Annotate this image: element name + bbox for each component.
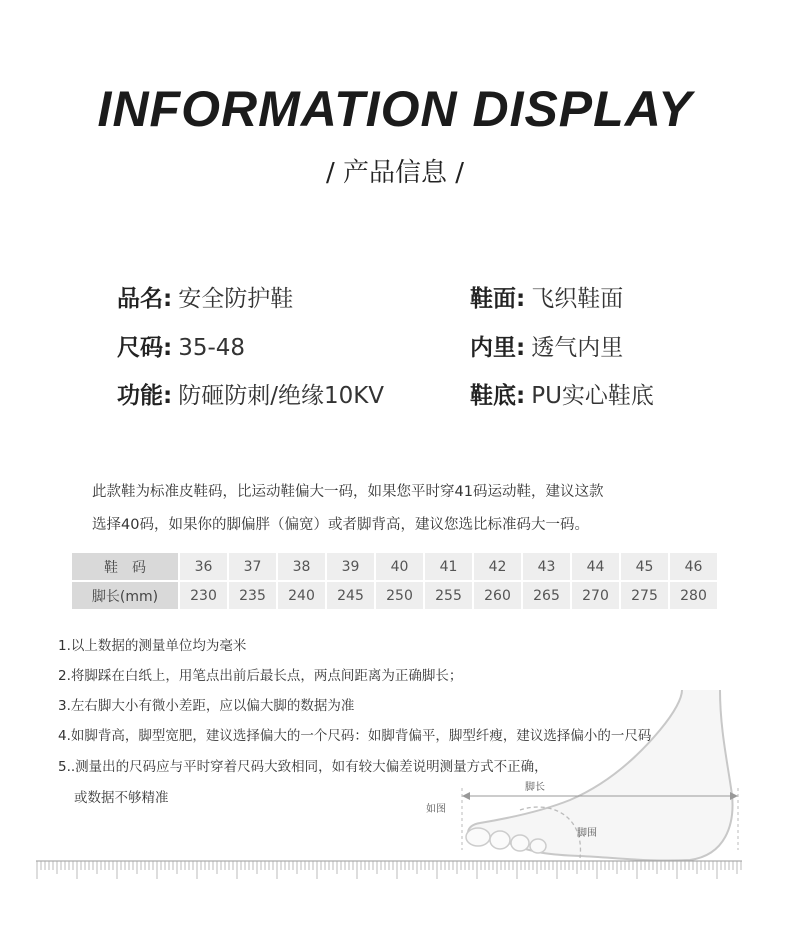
length-cell: 230 <box>179 581 228 610</box>
spec-sole <box>470 377 654 410</box>
spec-lining <box>470 329 623 362</box>
page-subtitle: / 产品信息 / <box>325 158 465 188</box>
instruction-line: 4.如脚背高，脚型宽肥，建议选择偏大的一个尺码：如脚背偏平，脚型纤瘦，建议选择偏小的一尺码 <box>58 728 652 744</box>
spec-value: 防砸防刺/绝缘10KV <box>178 383 385 409</box>
size-note-line: 选择40码，如果你的脚偏胖（偏宽）或者脚背高，建议您选比标准码大一码。 <box>92 517 589 533</box>
spec-key: 尺码: <box>117 335 173 361</box>
toe <box>530 839 546 853</box>
size-row-label: 鞋 码 <box>72 553 179 581</box>
length-cell: 280 <box>669 581 718 610</box>
spec-value: PU实心鞋底 <box>531 383 654 409</box>
size-cell: 38 <box>277 553 326 581</box>
instruction-line: 1.以上数据的测量单位均为毫米 <box>58 638 247 654</box>
toe <box>490 831 510 849</box>
length-cell: 260 <box>473 581 522 610</box>
spec-key: 功能: <box>117 383 173 409</box>
page-title: INFORMATION DISPLAY <box>97 81 693 137</box>
instruction-line: 2.将脚踩在白纸上，用笔点出前后最长点，两点间距离为正确脚长； <box>58 668 463 684</box>
size-cell: 44 <box>571 553 620 581</box>
size-cell: 36 <box>179 553 228 581</box>
length-cell: 235 <box>228 581 277 610</box>
spec-value: 35-48 <box>178 335 246 361</box>
spec-upper <box>470 280 623 313</box>
size-cell: 37 <box>228 553 277 581</box>
instruction-line: 或数据不够精准 <box>74 790 169 806</box>
length-row <box>72 581 718 610</box>
spec-value: 安全防护鞋 <box>178 286 294 312</box>
toe <box>511 835 529 851</box>
spec-key: 内里: <box>470 335 526 361</box>
spec-value: 透气内里 <box>531 335 624 361</box>
spec-function <box>117 377 384 410</box>
length-cell: 275 <box>620 581 669 610</box>
spec-value: 飞织鞋面 <box>531 286 624 312</box>
size-cell: 40 <box>375 553 424 581</box>
size-cell: 45 <box>620 553 669 581</box>
size-cell: 41 <box>424 553 473 581</box>
spec-name <box>117 280 293 313</box>
diagram-label-figure: 如图 <box>426 804 446 815</box>
diagram-label-girth: 脚围 <box>577 828 597 839</box>
length-cell: 250 <box>375 581 424 610</box>
size-note-line: 此款鞋为标准皮鞋码，比运动鞋偏大一码，如果您平时穿41码运动鞋，建议这款 <box>92 484 604 500</box>
length-cell: 255 <box>424 581 473 610</box>
size-row <box>72 553 718 581</box>
length-cell: 240 <box>277 581 326 610</box>
spec-key: 品名: <box>117 286 173 312</box>
length-cell: 265 <box>522 581 571 610</box>
instruction-line: 5..测量出的尺码应与平时穿着尺码大致相同，如有较大偏差说明测量方式不正确， <box>58 759 548 775</box>
length-row-label: 脚长(mm) <box>72 581 179 610</box>
size-cell: 43 <box>522 553 571 581</box>
diagram-label-length: 脚长 <box>525 782 545 793</box>
toe <box>466 828 490 846</box>
instruction-line: 3.左右脚大小有微小差距，应以偏大脚的数据为准 <box>58 698 355 714</box>
size-table <box>72 553 719 611</box>
spec-key: 鞋底: <box>470 383 526 409</box>
measuring-ruler <box>36 860 742 882</box>
size-cell: 39 <box>326 553 375 581</box>
spec-size <box>117 329 245 362</box>
length-cell: 270 <box>571 581 620 610</box>
spec-key: 鞋面: <box>470 286 526 312</box>
size-cell: 46 <box>669 553 718 581</box>
length-cell: 245 <box>326 581 375 610</box>
size-cell: 42 <box>473 553 522 581</box>
